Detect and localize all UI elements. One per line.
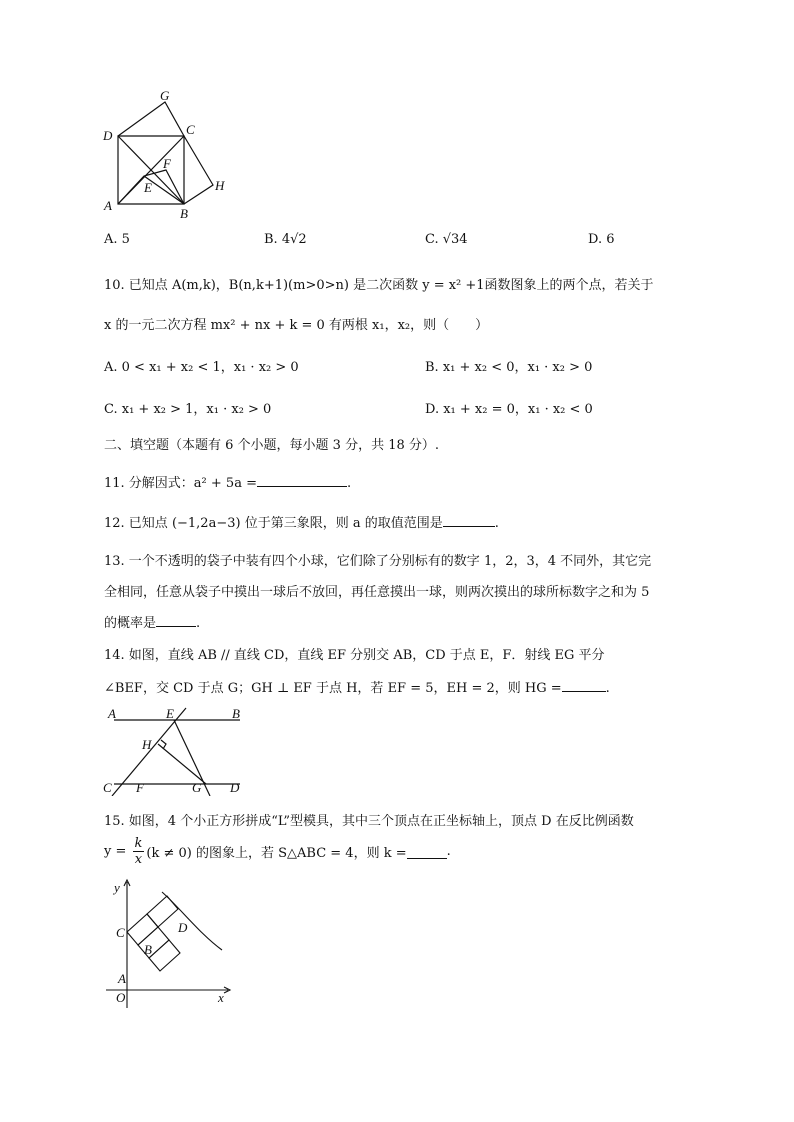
q15-frac-num: k xyxy=(134,836,143,851)
q11-answer-blank[interactable] xyxy=(257,473,347,487)
label-o: O xyxy=(116,990,126,1005)
q10-option-d[interactable]: D. x₁ + x₂ = 0，x₁ · x₂ < 0 xyxy=(425,402,593,417)
label-g: G xyxy=(192,780,202,795)
q14-text: ∠BEF，交 CD 于点 G；GH ⊥ EF 于点 H，若 EF = 5，EH = 2，则 HG = xyxy=(104,681,562,696)
q9-option-a[interactable]: A. 5 xyxy=(104,232,130,247)
label-b: B xyxy=(144,942,152,957)
label-g: G xyxy=(160,90,170,103)
label-f: F xyxy=(136,780,144,795)
q13-line1: 13. 一个不透明的袋子中装有四个小球，它们除了分别标有的数字 1，2，3，4 不同外，其它完 xyxy=(104,554,652,569)
label-a: A xyxy=(104,198,112,213)
q15-line1: 15. 如图，4 个小正方形拼成“L”型模具，其中三个顶点在正坐标轴上，顶点 D 在反比例函数 xyxy=(104,814,634,829)
q14-line2 xyxy=(104,677,610,696)
label-b: B xyxy=(180,206,188,221)
segment-hg xyxy=(158,744,206,784)
label-f: F xyxy=(163,156,171,171)
q15-text: (k ≠ 0) 的图象上，若 S△ABC = 4，则 k = xyxy=(146,846,407,861)
q11-end: . xyxy=(346,476,352,491)
label-c: C xyxy=(116,925,125,940)
q9-option-c[interactable]: C. √34 xyxy=(425,232,468,247)
triangle-dgc xyxy=(118,102,184,136)
label-d: D xyxy=(178,920,188,935)
q10-option-b[interactable]: B. x₁ + x₂ < 0，x₁ · x₂ > 0 xyxy=(425,360,593,375)
q15-line2 xyxy=(104,836,451,874)
label-a: A xyxy=(118,971,126,986)
q15-figure xyxy=(100,876,240,1012)
q12-answer-blank[interactable] xyxy=(443,513,495,527)
q13-answer-blank[interactable] xyxy=(156,613,196,627)
label-y: y xyxy=(114,880,120,895)
q9-option-b[interactable]: B. 4√2 xyxy=(264,232,307,247)
q13-text: 的概率是 xyxy=(104,616,157,631)
section-title: 二、填空题（本题有 6 个小题，每小题 3 分，共 18 分）. xyxy=(104,438,440,453)
square-2 xyxy=(147,896,178,927)
q13-line3 xyxy=(104,612,200,631)
label-d: D xyxy=(230,780,240,795)
q10-option-a[interactable]: A. 0 < x₁ + x₂ < 1，x₁ · x₂ > 0 xyxy=(104,360,299,375)
q15-answer-blank[interactable] xyxy=(407,845,447,859)
q12-end: . xyxy=(494,516,499,531)
label-h: H xyxy=(142,737,152,752)
q13-line2: 全相同，任意从袋子中摸出一球后不放回，再任意摸出一球，则两次摸出的球所标数字之和为 5 xyxy=(104,585,650,600)
q9-option-d[interactable]: D. 6 xyxy=(588,232,615,247)
label-x: x xyxy=(218,990,224,1005)
label-h: H xyxy=(215,178,225,193)
q15-lhs: y = xyxy=(104,844,127,859)
label-d: D xyxy=(103,128,113,143)
label-c: C xyxy=(186,122,195,137)
q12-text: 12. 已知点 (−1,2a−3) 位于第三象限，则 a 的取值范围是 xyxy=(104,516,443,531)
label-b: B xyxy=(232,706,240,721)
q9-figure xyxy=(98,90,238,225)
label-a: A xyxy=(108,706,116,721)
square-4 xyxy=(149,940,180,971)
q10-option-c[interactable]: C. x₁ + x₂ > 1，x₁ · x₂ > 0 xyxy=(104,402,272,417)
q14-answer-blank[interactable] xyxy=(562,678,606,692)
label-e: E xyxy=(144,180,152,195)
label-e: E xyxy=(166,706,174,721)
q11-text: 11. 分解因式：a² + 5a = xyxy=(104,476,257,491)
q15-end: . xyxy=(446,844,451,859)
q14-end: . xyxy=(605,681,610,696)
q11 xyxy=(104,472,351,491)
q12 xyxy=(104,512,499,531)
q10-line2: x 的一元二次方程 mx² + nx + k = 0 有两根 x₁，x₂，则（ ） xyxy=(104,318,489,333)
q14-line1: 14. 如图，直线 AB // 直线 CD，直线 EF 分别交 AB，CD 于点 E，F．射线 EG 平分 xyxy=(104,648,605,663)
label-c: C xyxy=(103,780,112,795)
q15-fraction xyxy=(133,836,145,867)
q15-frac-den: x xyxy=(134,852,143,867)
q10-line1: 10. 已知点 A(m,k)，B(n,k+1)(m>0>n) 是二次函数 y = x² +1函数图象上的两个点，若关于 xyxy=(104,278,654,293)
q13-end: . xyxy=(196,616,201,631)
q14-figure xyxy=(100,704,250,796)
